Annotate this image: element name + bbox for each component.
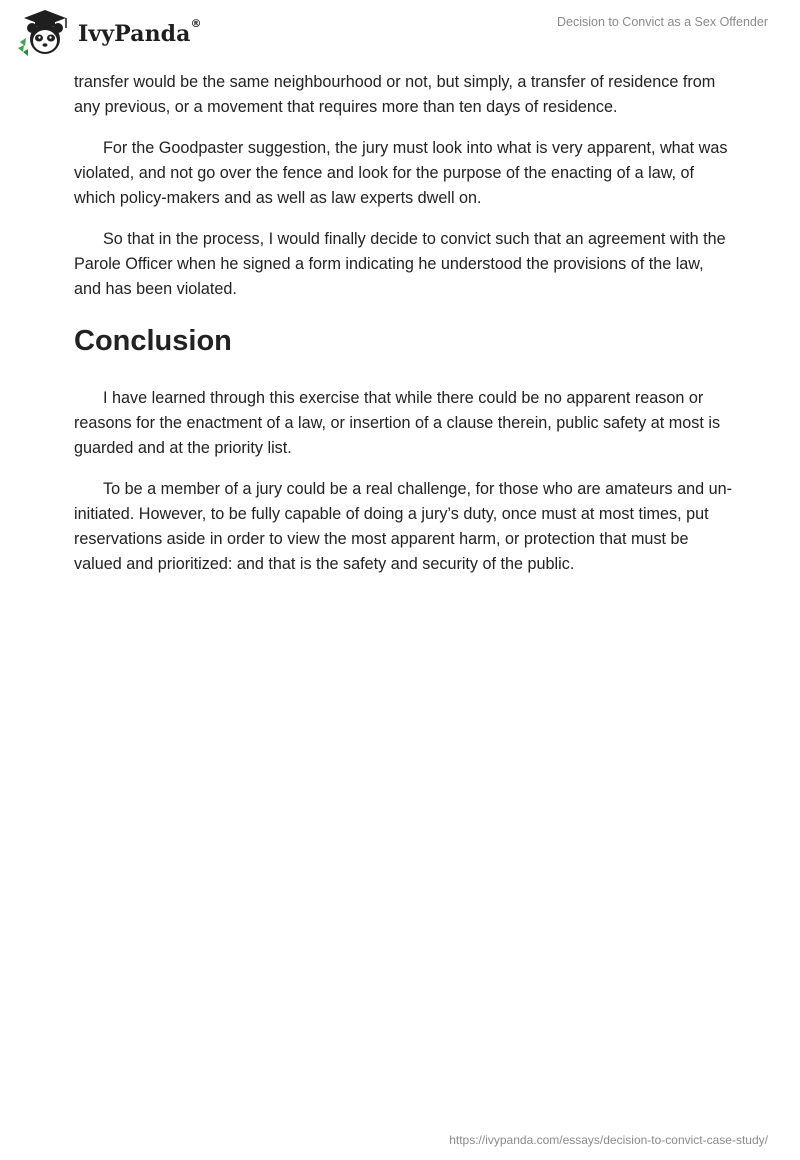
logo[interactable]: [14, 8, 202, 58]
section-heading-conclusion: Conclusion: [74, 325, 232, 357]
paragraph-conclusion-1: I have learned through this exercise that while there could be no apparent reason or reasons for the enactment of a law, or insertion of a clause therein, public safety at most is guarded and at the priority list.: [74, 389, 721, 457]
logo-wordmark: IvyPanda®: [78, 17, 202, 47]
paragraph-continued: transfer would be the same neighbourhood or not, but simply, a transfer of residence from any previous, or a movement that requires more than ten days of residence.: [74, 73, 716, 116]
essay-content: [74, 70, 734, 593]
source-url[interactable]: https://ivypanda.com/essays/decision-to-convict-case-study/: [449, 1133, 768, 1147]
page-header: [0, 0, 800, 70]
paragraph-decision: So that in the process, I would finally decide to convict such that an agreement with the Parole Officer when he signed a form indicating he understood the provisions of the law, and has been violated.: [74, 230, 726, 298]
paragraph-conclusion-2: To be a member of a jury could be a real challenge, for those who are amateurs and un-initiated. However, to be fully capable of doing a jury’s duty, once must at most times, put reservations aside in order to view the most apparent harm, or protection that must be valued and prioritized: and that is the safety and security of the public.: [74, 480, 732, 573]
document-title: Decision to Convict as a Sex Offender: [557, 15, 768, 29]
paragraph-goodpaster: For the Goodpaster suggestion, the jury must look into what is very apparent, what was violated, and not go over the fence and look for the purpose of the enacting of a law, of which policy-makers and as well as law experts dwell on.: [74, 139, 728, 207]
panda-graduate-icon: [14, 8, 76, 58]
